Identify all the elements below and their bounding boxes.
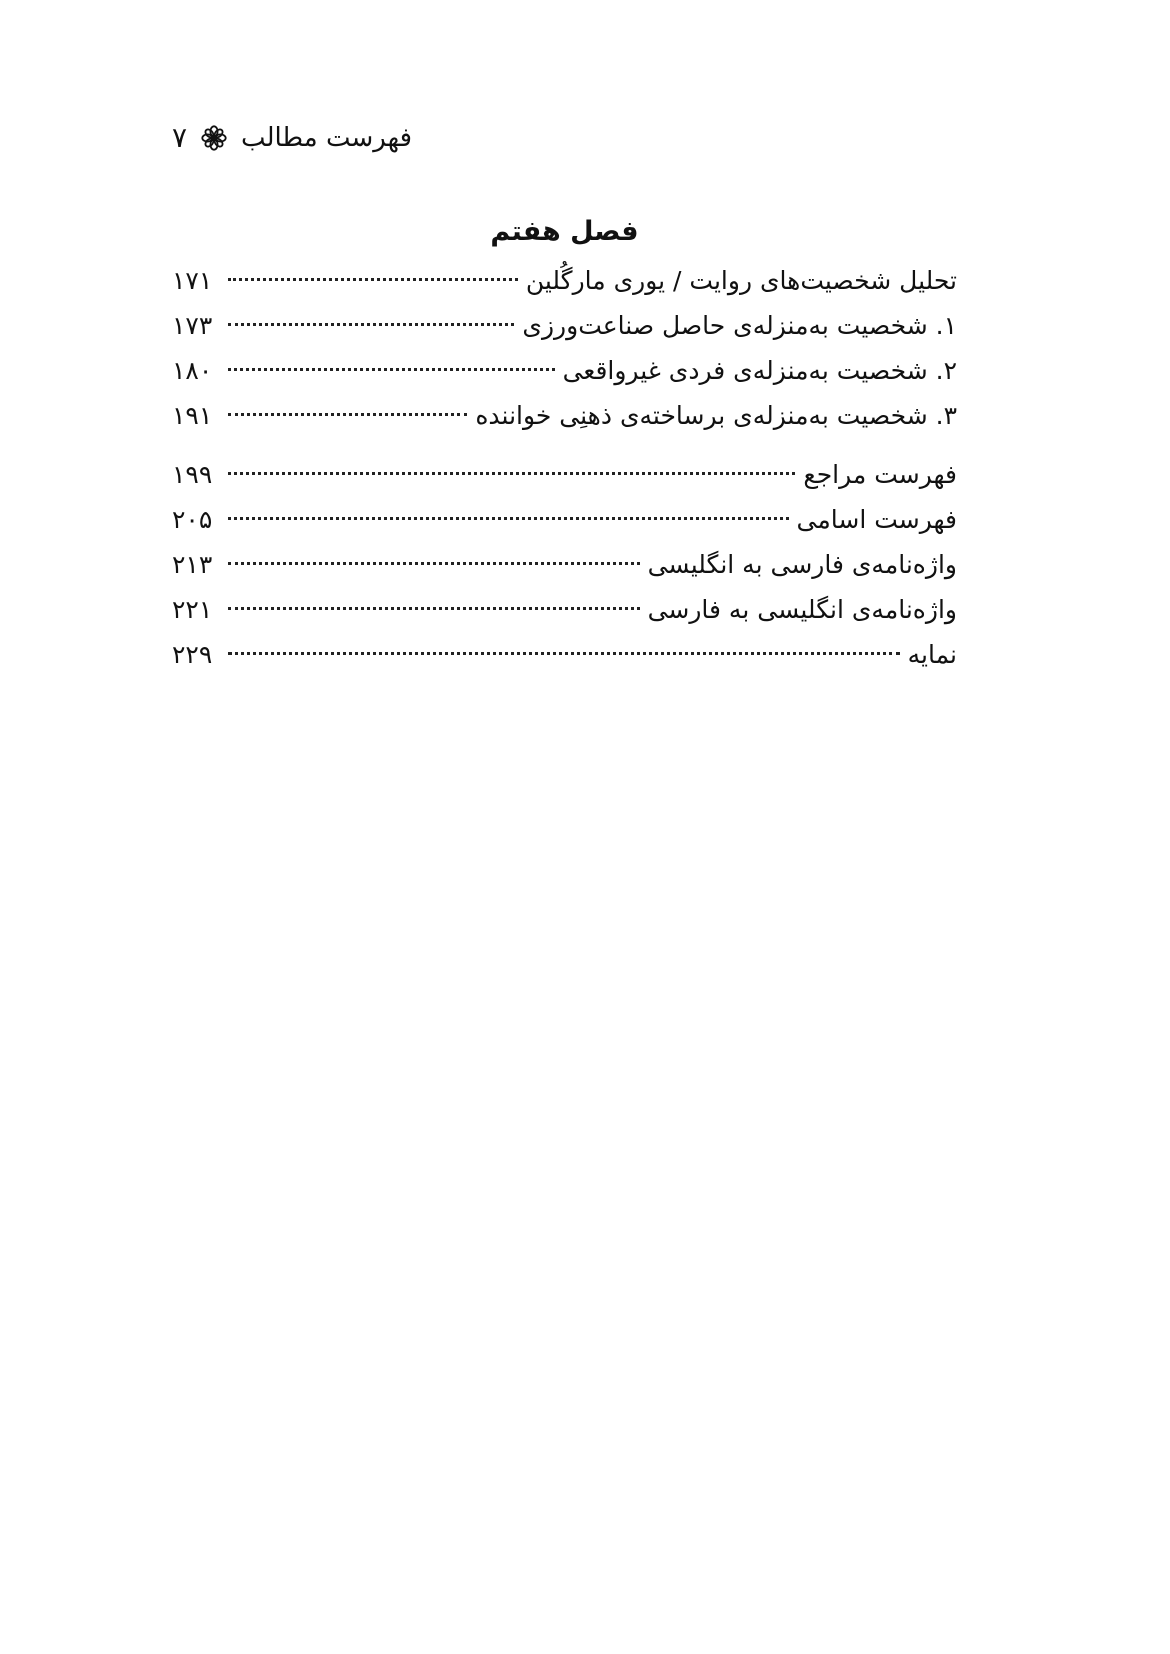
toc-entry-label: نمایه — [907, 640, 957, 669]
toc-entry-page: ۲۰۵ — [172, 505, 213, 534]
toc-entry-label: فهرست اسامی — [796, 505, 957, 534]
running-title: فهرست مطالب — [241, 123, 413, 153]
dot-leader — [228, 562, 640, 565]
toc-entry — [172, 348, 957, 393]
dot-leader — [228, 323, 514, 326]
toc-entry-label: واژه‌نامه‌ی فارسی به انگلیسی — [647, 550, 957, 579]
chapter-heading: فصل هفتم — [490, 216, 639, 247]
page-header — [172, 118, 432, 158]
toc-entry — [172, 258, 957, 303]
toc-entry-page: ۱۸۰ — [172, 356, 213, 385]
toc-entry-page: ۲۲۹ — [172, 640, 213, 669]
toc-entry-page: ۲۲۱ — [172, 595, 213, 624]
toc-entry — [172, 393, 957, 438]
toc-entry-page: ۱۹۱ — [172, 401, 213, 430]
toc-entry-label: تحلیل شخصیت‌های روایت / یوری مارگُلین — [525, 266, 957, 295]
toc-entry — [172, 497, 957, 542]
toc-entry-label: فهرست مراجع — [803, 460, 957, 489]
dot-leader — [228, 607, 640, 610]
dot-leader — [228, 652, 900, 655]
toc-entry-label: ۳. شخصیت به‌منزله‌ی برساخته‌ی ذهنِی خواننده — [475, 401, 957, 430]
toc-entry-page: ۱۹۹ — [172, 460, 213, 489]
dot-leader — [228, 517, 789, 520]
toc-entry-label: واژه‌نامه‌ی انگلیسی به فارسی — [647, 595, 957, 624]
toc-entry-label: ۱. شخصیت به‌منزله‌ی حاصل صناعت‌ورزی — [522, 311, 957, 340]
page-number: ۷ — [172, 121, 188, 154]
toc-entry — [172, 452, 957, 497]
dot-leader — [228, 413, 467, 416]
toc-entry — [172, 303, 957, 348]
toc-entry-label: ۲. شخصیت به‌منزله‌ی فردی غیرواقعی — [562, 356, 957, 385]
dot-leader — [228, 472, 795, 475]
toc-entry — [172, 632, 957, 677]
toc-entry-page: ۱۷۳ — [172, 311, 213, 340]
toc-entry-page: ۲۱۳ — [172, 550, 213, 579]
toc-entry — [172, 587, 957, 632]
dot-leader — [228, 278, 518, 281]
table-of-contents — [172, 210, 957, 677]
toc-entry-page: ۱۷۱ — [172, 266, 213, 295]
toc-entry — [172, 542, 957, 587]
dot-leader — [228, 368, 555, 371]
flower-ornament-icon — [201, 125, 227, 151]
